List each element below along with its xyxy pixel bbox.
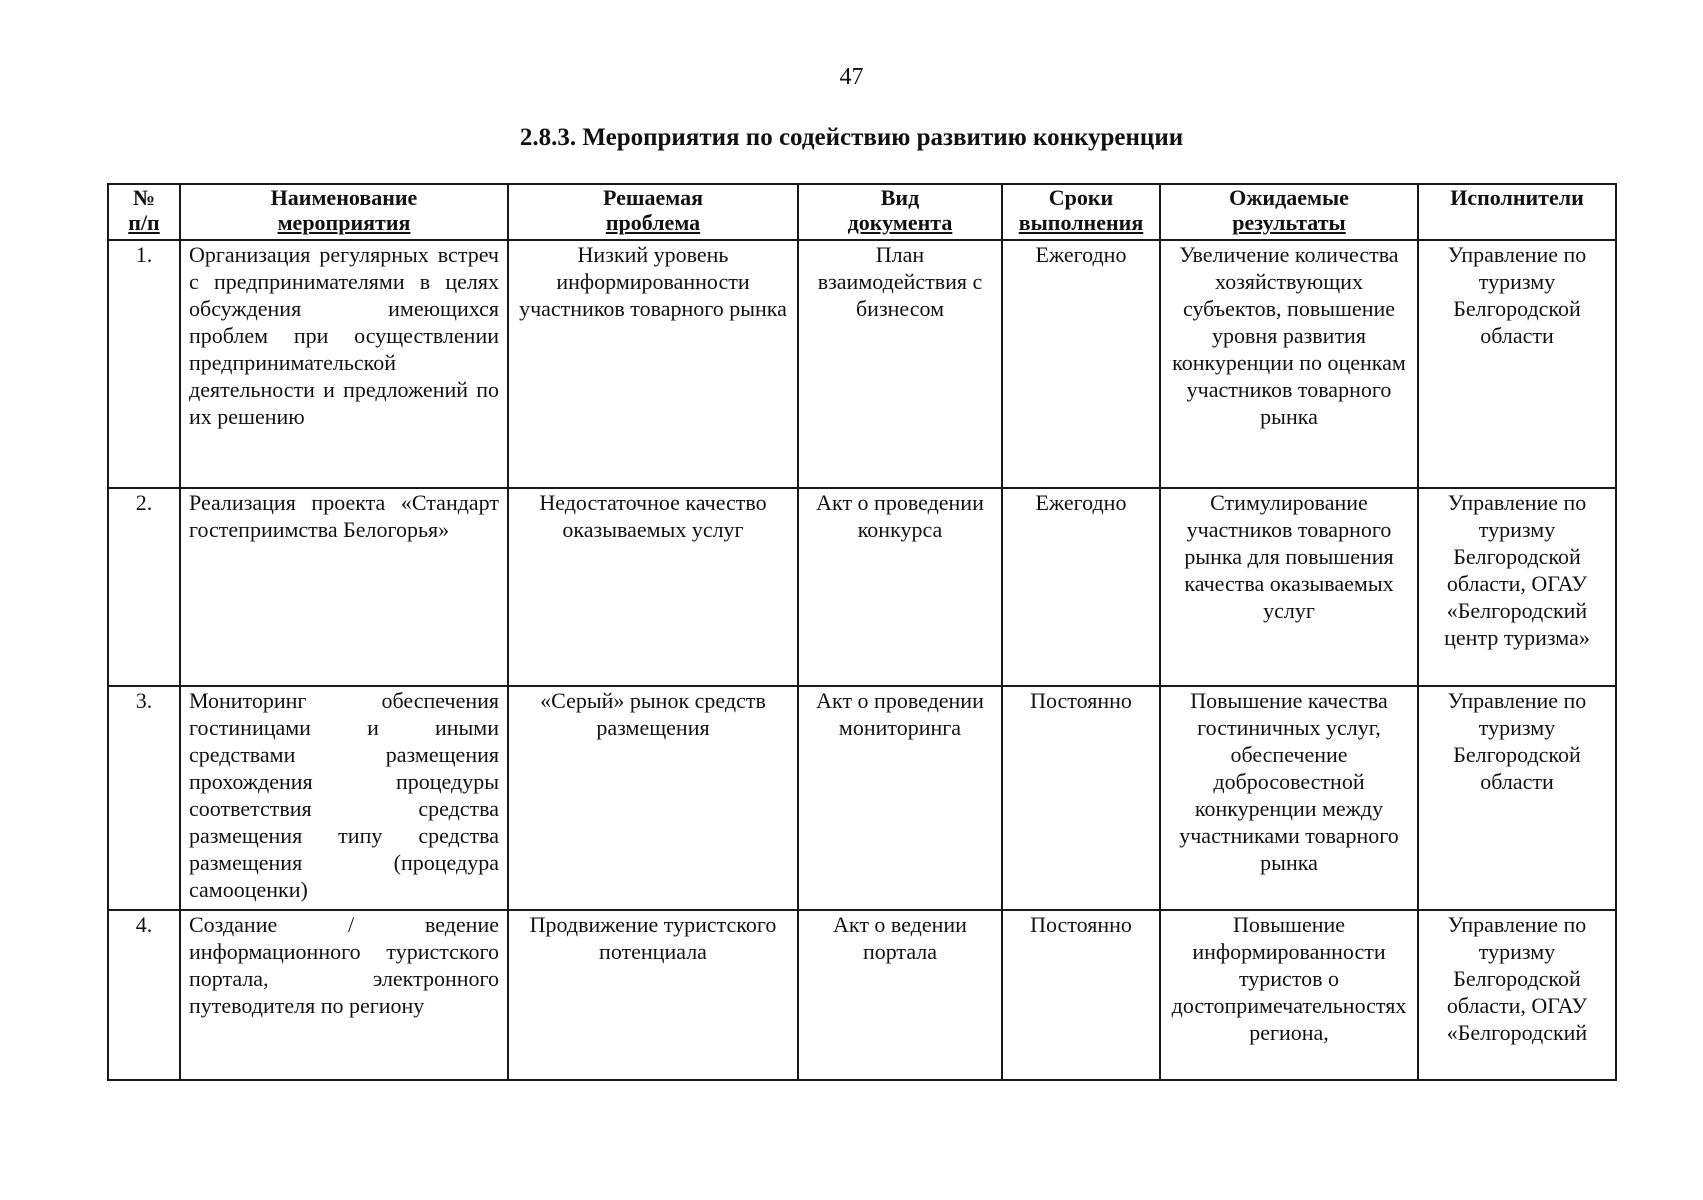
cell-results: Повышение качества гостиничных услуг, обеспечение добросовестной конкуренции между участниками товарного рынка: [1160, 686, 1418, 910]
measures-table: [107, 183, 1617, 1081]
header-results: Ожидаемые результаты: [1160, 184, 1418, 240]
header-executors: Исполнители: [1418, 184, 1616, 240]
cell-name: Мониторинг обеспечения гостиницами и иными средствами размещения прохождения процедуры соответствия средства размещения типу средства размещения (процедура самооценки): [180, 686, 508, 910]
cell-deadline: Ежегодно: [1002, 488, 1160, 686]
cell-problem: Продвижение туристского потенциала: [508, 910, 798, 1080]
cell-results: Повышение информированности туристов о достопримечательностях региона,: [1160, 910, 1418, 1080]
table-row: [108, 686, 1616, 910]
cell-results: Стимулирование участников товарного рынка для повышения качества оказываемых услуг: [1160, 488, 1418, 686]
cell-doc-type: Акт о проведении конкурса: [798, 488, 1002, 686]
header-deadline: Сроки выполнения: [1002, 184, 1160, 240]
cell-number: 1.: [108, 240, 180, 488]
cell-doc-type: План взаимодействия с бизнесом: [798, 240, 1002, 488]
cell-executors: Управление по туризму Белгородской области, ОГАУ «Белгородский центр туризма»: [1418, 488, 1616, 686]
cell-doc-type: Акт о ведении портала: [798, 910, 1002, 1080]
table-header-row: [108, 184, 1616, 240]
cell-name: Создание / ведение информационного туристского портала, электронного путеводителя по региону: [180, 910, 508, 1080]
page-number: 47: [839, 64, 864, 90]
cell-problem: Низкий уровень информированности участников товарного рынка: [508, 240, 798, 488]
table-row: [108, 488, 1616, 686]
cell-executors: Управление по туризму Белгородской области: [1418, 686, 1616, 910]
section-title: 2.8.3. Мероприятия по содействию развитию конкуренции: [519, 124, 1184, 151]
cell-deadline: Ежегодно: [1002, 240, 1160, 488]
cell-name: Организация регулярных встреч с предпринимателями в целях обсуждения имеющихся проблем при осуществлении предпринимательской деятельности и предложений по их решению: [180, 240, 508, 488]
cell-results: Увеличение количества хозяйствующих субъектов, повышение уровня развития конкуренции по оценкам участников товарного рынка: [1160, 240, 1418, 488]
table-row: [108, 910, 1616, 1080]
cell-number: 3.: [108, 686, 180, 910]
header-number: № п/п: [108, 184, 180, 240]
cell-executors: Управление по туризму Белгородской области: [1418, 240, 1616, 488]
header-problem: Решаемая проблема: [508, 184, 798, 240]
cell-executors: Управление по туризму Белгородской области, ОГАУ «Белгородский: [1418, 910, 1616, 1080]
cell-name: Реализация проекта «Стандарт гостеприимства Белогорья»: [180, 488, 508, 686]
cell-number: 2.: [108, 488, 180, 686]
cell-problem: Недостаточное качество оказываемых услуг: [508, 488, 798, 686]
cell-problem: «Серый» рынок средств размещения: [508, 686, 798, 910]
cell-doc-type: Акт о проведении мониторинга: [798, 686, 1002, 910]
cell-deadline: Постоянно: [1002, 910, 1160, 1080]
table-row: [108, 240, 1616, 488]
header-doc-type: Вид документа: [798, 184, 1002, 240]
cell-deadline: Постоянно: [1002, 686, 1160, 910]
cell-number: 4.: [108, 910, 180, 1080]
header-name: Наименование мероприятия: [180, 184, 508, 240]
